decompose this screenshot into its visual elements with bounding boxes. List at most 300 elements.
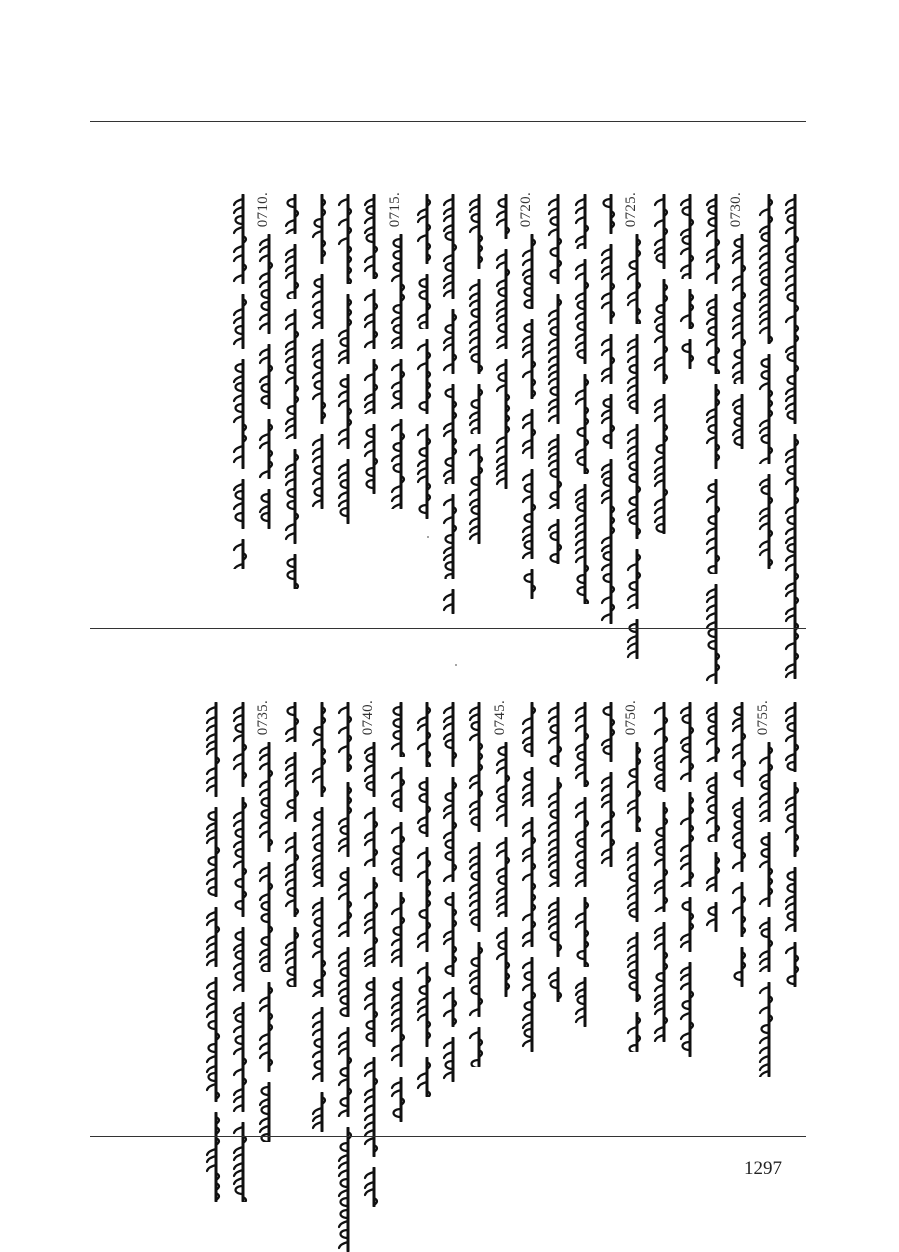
script-word-glyph bbox=[310, 194, 330, 264]
script-word-glyph bbox=[625, 234, 645, 324]
script-word-glyph bbox=[652, 702, 672, 792]
script-word-glyph bbox=[678, 792, 698, 887]
script-word bbox=[415, 847, 435, 952]
script-word bbox=[441, 589, 461, 614]
scan-speck bbox=[455, 664, 457, 666]
script-word bbox=[494, 249, 514, 349]
entry-number: 0720. bbox=[518, 192, 534, 228]
text-column bbox=[570, 186, 596, 596]
script-word bbox=[415, 777, 435, 837]
script-word bbox=[757, 354, 777, 464]
script-word-glyph bbox=[652, 802, 672, 912]
script-word-glyph bbox=[336, 947, 356, 1017]
script-word bbox=[310, 702, 330, 797]
text-column bbox=[701, 694, 727, 1104]
script-word bbox=[336, 702, 356, 772]
script-word-glyph bbox=[362, 1057, 382, 1157]
text-block-top bbox=[90, 186, 806, 596]
script-word bbox=[283, 927, 303, 987]
script-word-glyph bbox=[599, 244, 619, 324]
script-word bbox=[336, 947, 356, 1017]
script-word bbox=[678, 289, 698, 329]
script-word bbox=[783, 782, 803, 857]
script-word-glyph bbox=[783, 702, 803, 772]
script-word-glyph bbox=[389, 1077, 409, 1122]
script-word bbox=[520, 569, 540, 599]
script-word-glyph bbox=[231, 294, 251, 349]
script-word-glyph bbox=[204, 807, 224, 897]
script-word bbox=[257, 489, 277, 529]
script-word bbox=[494, 927, 514, 997]
script-word bbox=[546, 967, 566, 1002]
script-word-glyph bbox=[336, 459, 356, 524]
script-word-glyph bbox=[599, 334, 619, 384]
script-word-glyph bbox=[415, 1057, 435, 1097]
script-word bbox=[231, 359, 251, 469]
script-word bbox=[310, 897, 330, 997]
script-word-glyph bbox=[389, 234, 409, 349]
script-word bbox=[625, 619, 645, 659]
script-word-glyph bbox=[415, 777, 435, 837]
script-word bbox=[652, 279, 672, 384]
text-column bbox=[464, 694, 490, 1104]
script-word bbox=[415, 194, 435, 264]
text-column bbox=[491, 186, 517, 596]
script-word bbox=[678, 194, 698, 279]
script-word bbox=[599, 244, 619, 324]
script-word bbox=[257, 862, 277, 972]
script-word-glyph bbox=[283, 449, 303, 544]
script-word-glyph bbox=[257, 742, 277, 852]
script-word-glyph bbox=[231, 539, 251, 569]
script-word bbox=[625, 424, 645, 539]
script-word-glyph bbox=[678, 289, 698, 329]
script-word bbox=[520, 702, 540, 757]
script-word-glyph bbox=[573, 977, 593, 1027]
script-word-glyph bbox=[573, 374, 593, 474]
page-number: 1297 bbox=[744, 1158, 782, 1179]
script-word bbox=[362, 424, 382, 494]
script-word-glyph bbox=[389, 767, 409, 812]
entry-number: 0735. bbox=[255, 700, 271, 736]
script-word-glyph bbox=[704, 902, 724, 932]
script-word bbox=[520, 469, 540, 559]
script-word bbox=[520, 409, 540, 459]
script-word bbox=[757, 917, 777, 972]
script-word-glyph bbox=[389, 359, 409, 409]
text-column bbox=[280, 694, 306, 1104]
text-column bbox=[649, 694, 675, 1104]
script-word-glyph bbox=[546, 519, 566, 564]
script-word-glyph bbox=[625, 1012, 645, 1052]
script-word bbox=[467, 279, 487, 374]
script-word bbox=[730, 394, 750, 449]
text-column bbox=[622, 694, 648, 1104]
script-word-glyph bbox=[520, 569, 540, 599]
script-word-glyph bbox=[362, 977, 382, 1047]
script-word-glyph bbox=[441, 702, 461, 767]
script-word-glyph bbox=[310, 702, 330, 797]
script-word bbox=[389, 702, 409, 757]
script-word bbox=[310, 807, 330, 887]
text-column bbox=[675, 694, 701, 1104]
script-word bbox=[362, 977, 382, 1047]
script-word bbox=[678, 339, 698, 369]
script-word bbox=[310, 434, 330, 509]
script-word bbox=[415, 702, 435, 767]
script-word bbox=[336, 194, 356, 284]
script-word-glyph bbox=[257, 419, 277, 479]
script-word bbox=[415, 274, 435, 329]
script-word bbox=[704, 852, 724, 892]
text-column bbox=[386, 694, 412, 1104]
script-word-glyph bbox=[625, 334, 645, 414]
script-word bbox=[704, 702, 724, 762]
script-word-glyph bbox=[310, 897, 330, 997]
script-word-glyph bbox=[467, 279, 487, 374]
script-word-glyph bbox=[730, 882, 750, 937]
script-word-glyph bbox=[415, 339, 435, 414]
script-word-glyph bbox=[257, 234, 277, 334]
script-word-glyph bbox=[441, 589, 461, 614]
script-word bbox=[389, 359, 409, 409]
script-word bbox=[573, 897, 593, 967]
text-column bbox=[675, 186, 701, 596]
script-word bbox=[204, 807, 224, 897]
script-word-glyph bbox=[467, 842, 487, 932]
script-word-glyph bbox=[204, 977, 224, 1102]
script-word bbox=[441, 987, 461, 1027]
script-word-glyph bbox=[783, 434, 803, 679]
script-word-glyph bbox=[652, 194, 672, 269]
script-word-glyph bbox=[204, 1112, 224, 1202]
script-word bbox=[546, 897, 566, 957]
script-word-glyph bbox=[231, 702, 251, 787]
script-word bbox=[730, 797, 750, 872]
script-word-glyph bbox=[441, 194, 461, 299]
text-column bbox=[359, 694, 385, 1104]
script-word bbox=[389, 419, 409, 509]
text-column bbox=[201, 694, 227, 1104]
script-word-glyph bbox=[546, 897, 566, 957]
script-word bbox=[599, 772, 619, 867]
script-word bbox=[757, 474, 777, 569]
script-word-glyph bbox=[283, 309, 303, 439]
script-word-glyph bbox=[783, 782, 803, 857]
script-word-glyph bbox=[231, 797, 251, 917]
script-word-glyph bbox=[783, 194, 803, 424]
script-word-glyph bbox=[730, 234, 750, 384]
script-word bbox=[625, 1012, 645, 1052]
entry-number: 0710. bbox=[255, 192, 271, 228]
script-word-glyph bbox=[678, 962, 698, 1057]
script-word bbox=[257, 234, 277, 334]
script-word bbox=[546, 519, 566, 564]
script-word bbox=[546, 294, 566, 424]
script-word-glyph bbox=[625, 549, 645, 609]
script-word-glyph bbox=[783, 867, 803, 932]
script-word bbox=[704, 294, 724, 374]
script-word bbox=[283, 194, 303, 234]
script-word-glyph bbox=[520, 817, 540, 947]
script-word bbox=[231, 539, 251, 569]
text-column bbox=[333, 694, 359, 1104]
script-word bbox=[362, 877, 382, 967]
script-word-glyph bbox=[599, 459, 619, 624]
script-word-glyph bbox=[283, 832, 303, 917]
script-word bbox=[336, 782, 356, 857]
entry-number: 0755. bbox=[754, 700, 771, 736]
script-word bbox=[599, 394, 619, 449]
script-word-glyph bbox=[599, 772, 619, 867]
script-word bbox=[283, 702, 303, 742]
script-word bbox=[599, 459, 619, 624]
script-word bbox=[704, 902, 724, 932]
script-word bbox=[599, 334, 619, 384]
scan-speck bbox=[427, 536, 429, 538]
script-word bbox=[231, 927, 251, 992]
script-word-glyph bbox=[257, 1082, 277, 1142]
script-word bbox=[467, 942, 487, 1017]
script-word bbox=[389, 767, 409, 812]
script-word-glyph bbox=[652, 279, 672, 384]
script-word-glyph bbox=[231, 359, 251, 469]
script-word bbox=[336, 294, 356, 364]
script-word bbox=[730, 702, 750, 787]
script-word bbox=[204, 977, 224, 1102]
script-word-glyph bbox=[546, 702, 566, 767]
script-word bbox=[310, 339, 330, 424]
script-word-glyph bbox=[625, 424, 645, 539]
script-word-glyph bbox=[310, 434, 330, 509]
script-word bbox=[257, 419, 277, 479]
script-word-glyph bbox=[704, 294, 724, 374]
text-column bbox=[359, 186, 385, 596]
script-word bbox=[783, 942, 803, 987]
script-word bbox=[231, 797, 251, 917]
entry-number: 0745. bbox=[491, 700, 508, 736]
script-word bbox=[467, 384, 487, 434]
top-rule bbox=[90, 121, 806, 122]
script-word bbox=[494, 742, 514, 827]
script-word bbox=[652, 922, 672, 1042]
script-word-glyph bbox=[494, 837, 514, 917]
script-word-glyph bbox=[362, 424, 382, 494]
script-word bbox=[573, 702, 593, 787]
script-word bbox=[704, 194, 724, 284]
script-word-glyph bbox=[704, 852, 724, 892]
script-word-glyph bbox=[362, 289, 382, 349]
script-word bbox=[625, 742, 645, 832]
script-word bbox=[204, 1112, 224, 1202]
script-word bbox=[730, 234, 750, 384]
script-word bbox=[231, 479, 251, 529]
script-word bbox=[204, 907, 224, 967]
script-word bbox=[283, 554, 303, 589]
script-word-glyph bbox=[415, 962, 435, 1047]
script-word-glyph bbox=[336, 1027, 356, 1117]
script-word bbox=[573, 977, 593, 1027]
script-word-glyph bbox=[573, 702, 593, 787]
script-word-glyph bbox=[310, 339, 330, 424]
script-word-glyph bbox=[730, 394, 750, 449]
script-word-glyph bbox=[415, 274, 435, 329]
script-word bbox=[546, 702, 566, 767]
text-column bbox=[438, 694, 464, 1104]
script-word bbox=[467, 194, 487, 269]
script-word-glyph bbox=[678, 897, 698, 952]
text-column bbox=[596, 694, 622, 1104]
text-column bbox=[570, 694, 596, 1104]
script-word bbox=[336, 459, 356, 524]
script-word-glyph bbox=[389, 892, 409, 967]
script-word bbox=[362, 1057, 382, 1157]
script-word bbox=[783, 434, 803, 679]
script-word bbox=[283, 449, 303, 544]
text-column bbox=[254, 694, 280, 1104]
script-word bbox=[546, 777, 566, 887]
script-word-glyph bbox=[415, 424, 435, 519]
script-word-glyph bbox=[467, 1027, 487, 1067]
script-word-glyph bbox=[757, 474, 777, 569]
script-word bbox=[283, 832, 303, 917]
script-word-glyph bbox=[730, 797, 750, 872]
text-column bbox=[780, 186, 806, 596]
text-column bbox=[412, 694, 438, 1104]
script-word-glyph bbox=[204, 702, 224, 797]
script-word bbox=[441, 194, 461, 299]
script-word bbox=[546, 194, 566, 284]
script-word-glyph bbox=[441, 494, 461, 579]
script-word-glyph bbox=[599, 194, 619, 234]
script-word-glyph bbox=[546, 294, 566, 424]
text-column bbox=[464, 186, 490, 596]
script-word bbox=[336, 867, 356, 937]
script-word-glyph bbox=[389, 977, 409, 1067]
script-word-glyph bbox=[283, 702, 303, 742]
script-word bbox=[783, 867, 803, 932]
script-word bbox=[757, 194, 777, 344]
script-word-glyph bbox=[730, 947, 750, 987]
middle-rule bbox=[90, 628, 806, 629]
script-word-glyph bbox=[730, 702, 750, 787]
script-word bbox=[573, 374, 593, 474]
script-word bbox=[520, 767, 540, 807]
text-column bbox=[622, 186, 648, 596]
script-word-glyph bbox=[204, 907, 224, 967]
script-word-glyph bbox=[520, 702, 540, 757]
text-column bbox=[254, 186, 280, 596]
entry-number: 0715. bbox=[386, 192, 403, 228]
script-word bbox=[362, 359, 382, 414]
script-word bbox=[231, 194, 251, 284]
script-word-glyph bbox=[467, 194, 487, 269]
script-word-glyph bbox=[678, 339, 698, 369]
script-word bbox=[362, 1167, 382, 1207]
script-word bbox=[257, 742, 277, 852]
script-word bbox=[520, 957, 540, 1052]
script-word bbox=[362, 807, 382, 867]
script-word bbox=[704, 479, 724, 574]
script-word-glyph bbox=[467, 444, 487, 544]
script-word-glyph bbox=[625, 619, 645, 659]
script-word-glyph bbox=[362, 807, 382, 867]
text-column bbox=[412, 186, 438, 596]
script-word bbox=[625, 842, 645, 922]
script-word bbox=[231, 1002, 251, 1112]
script-word bbox=[625, 334, 645, 414]
script-word-glyph bbox=[757, 194, 777, 344]
script-word-glyph bbox=[362, 1167, 382, 1207]
script-word-glyph bbox=[336, 294, 356, 364]
script-word-glyph bbox=[283, 752, 303, 822]
script-word bbox=[494, 194, 514, 239]
script-word-glyph bbox=[310, 1007, 330, 1082]
text-column bbox=[727, 694, 753, 1104]
script-word-glyph bbox=[441, 777, 461, 882]
script-word-glyph bbox=[757, 742, 777, 822]
text-column bbox=[228, 694, 254, 1104]
entry-number: 0750. bbox=[623, 700, 640, 736]
script-word-glyph bbox=[757, 917, 777, 972]
script-word bbox=[652, 194, 672, 269]
script-word bbox=[704, 384, 724, 469]
script-word bbox=[467, 1027, 487, 1067]
script-word bbox=[546, 434, 566, 509]
script-word bbox=[678, 897, 698, 952]
script-word-glyph bbox=[336, 702, 356, 772]
text-column bbox=[701, 186, 727, 596]
script-word-glyph bbox=[415, 702, 435, 767]
script-word-glyph bbox=[546, 777, 566, 887]
text-column bbox=[543, 186, 569, 596]
text-column bbox=[491, 694, 517, 1104]
script-word bbox=[362, 289, 382, 349]
script-word bbox=[652, 802, 672, 912]
bottom-rule bbox=[90, 1136, 806, 1137]
script-word bbox=[573, 194, 593, 249]
script-word bbox=[441, 309, 461, 374]
script-word-glyph bbox=[257, 489, 277, 529]
script-word-glyph bbox=[546, 194, 566, 284]
text-column bbox=[280, 186, 306, 596]
text-column bbox=[517, 694, 543, 1104]
script-word bbox=[310, 194, 330, 264]
text-block-bottom bbox=[90, 694, 806, 1104]
script-word bbox=[467, 444, 487, 544]
script-word-glyph bbox=[678, 194, 698, 279]
script-word-glyph bbox=[494, 927, 514, 997]
script-word bbox=[441, 494, 461, 579]
script-word-glyph bbox=[231, 927, 251, 992]
script-word-glyph bbox=[757, 354, 777, 464]
script-word-glyph bbox=[231, 1002, 251, 1112]
script-word bbox=[231, 702, 251, 787]
script-word bbox=[415, 962, 435, 1047]
text-column bbox=[333, 186, 359, 596]
script-word bbox=[625, 932, 645, 1002]
script-word bbox=[389, 892, 409, 967]
script-word-glyph bbox=[310, 274, 330, 329]
script-word bbox=[310, 274, 330, 329]
script-word-glyph bbox=[257, 862, 277, 972]
text-column bbox=[649, 186, 675, 596]
script-word-glyph bbox=[283, 554, 303, 589]
script-word-glyph bbox=[573, 259, 593, 364]
script-word bbox=[494, 359, 514, 489]
script-word-glyph bbox=[467, 384, 487, 434]
script-word bbox=[730, 947, 750, 987]
